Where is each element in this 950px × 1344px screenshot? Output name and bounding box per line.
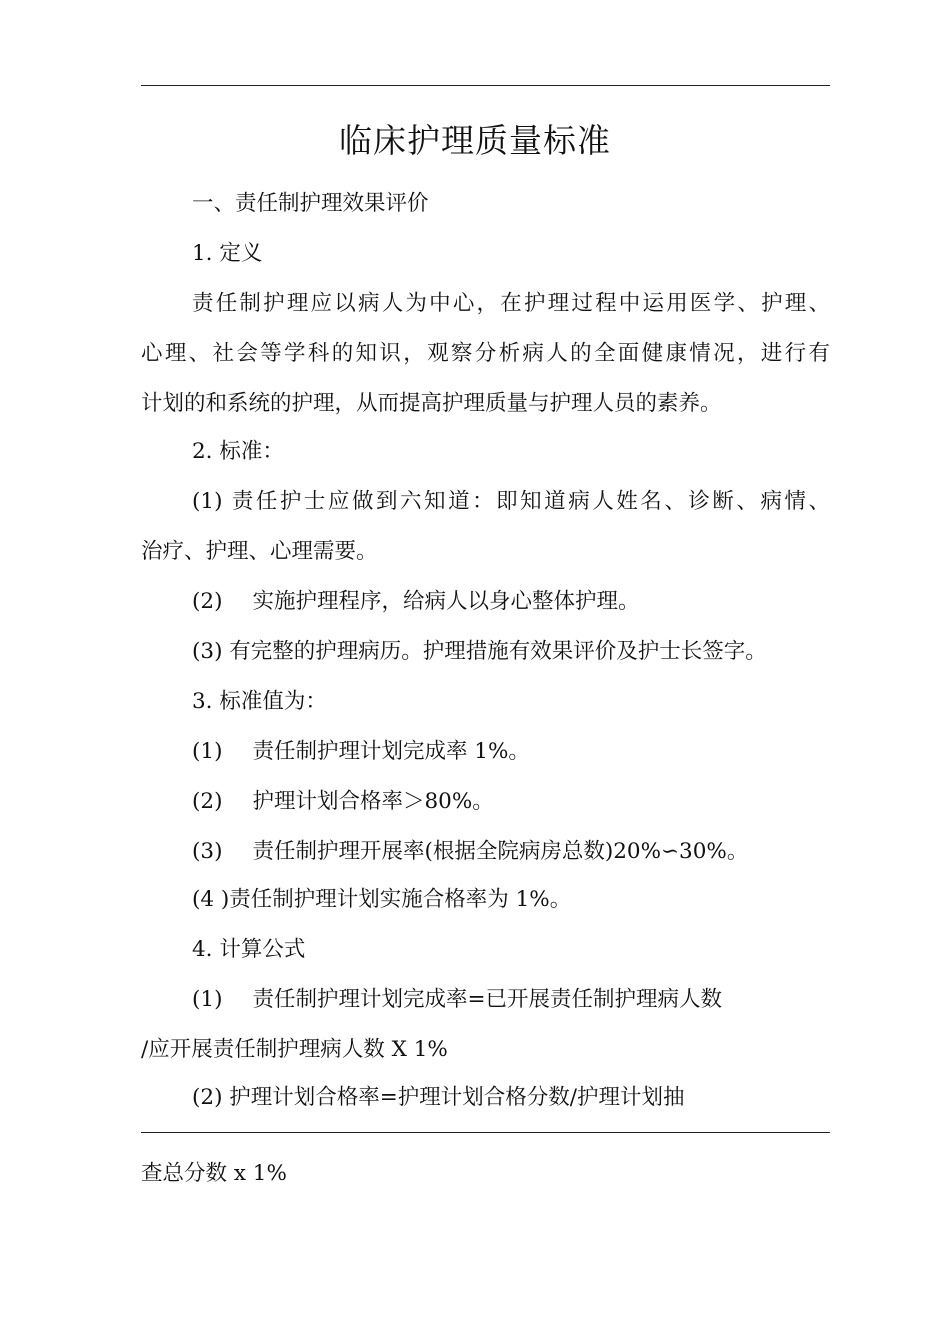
page-break-rule <box>141 1132 830 1133</box>
standard-item-continuation: 治疗、护理、心理需要。 <box>141 539 378 564</box>
item-label: (2) <box>192 789 223 814</box>
definition-heading: 1. 定义 <box>192 241 263 266</box>
definition-paragraph-line: 责任制护理应以病人为中心，在护理过程中运用医学、护理、 <box>192 291 830 316</box>
definition-paragraph-line: 心理、社会等学科的知识，观察分析病人的全面健康情况，进行有 <box>141 341 830 366</box>
standard-value-item <box>192 837 748 867</box>
standard-value-item: (4 )责任制护理计划实施合格率为 1%。 <box>192 887 572 912</box>
standard-item <box>192 587 639 617</box>
item-label: (3) <box>192 839 223 864</box>
standard-item: (3) 有完整的护理病历。护理措施有效果评价及护士长签字。 <box>192 639 767 664</box>
item-label: (1) <box>192 739 223 764</box>
page-title: 临床护理质量标准 <box>339 121 611 160</box>
standard-heading: 2. 标准： <box>192 439 284 464</box>
formula-item <box>192 985 722 1015</box>
header-rule <box>141 85 830 86</box>
standard-value-item <box>192 737 530 767</box>
standard-value-item <box>192 787 494 817</box>
formula-item-continuation: 查总分数 x 1% <box>141 1161 287 1186</box>
item-label: (2) <box>192 589 223 614</box>
item-text: 责任制护理计划完成率 1%。 <box>252 739 530 764</box>
formula-heading: 4. 计算公式 <box>192 937 306 962</box>
standard-item: (1) 责任护士应做到六知道：即知道病人姓名、诊断、病情、 <box>192 489 830 514</box>
item-text: 实施护理程序，给病人以身心整体护理。 <box>252 589 640 614</box>
item-text: 护理计划合格率＞80%。 <box>252 789 494 814</box>
standard-values-heading: 3. 标准值为： <box>192 689 327 714</box>
formula-item: (2) 护理计划合格率=护理计划合格分数/护理计划抽 <box>192 1085 685 1110</box>
formula-item-continuation: /应开展责任制护理病人数 X 1% <box>141 1037 448 1062</box>
item-label: (1) <box>192 987 223 1012</box>
item-text: 责任制护理开展率(根据全院病房总数)20%∽30%。 <box>252 839 749 864</box>
definition-paragraph-line: 计划的和系统的护理，从而提高护理质量与护理人员的素养。 <box>141 391 722 416</box>
section-heading: 一、责任制护理效果评价 <box>192 191 429 216</box>
item-text: 责任制护理计划完成率=已开展责任制护理病人数 <box>252 987 722 1012</box>
